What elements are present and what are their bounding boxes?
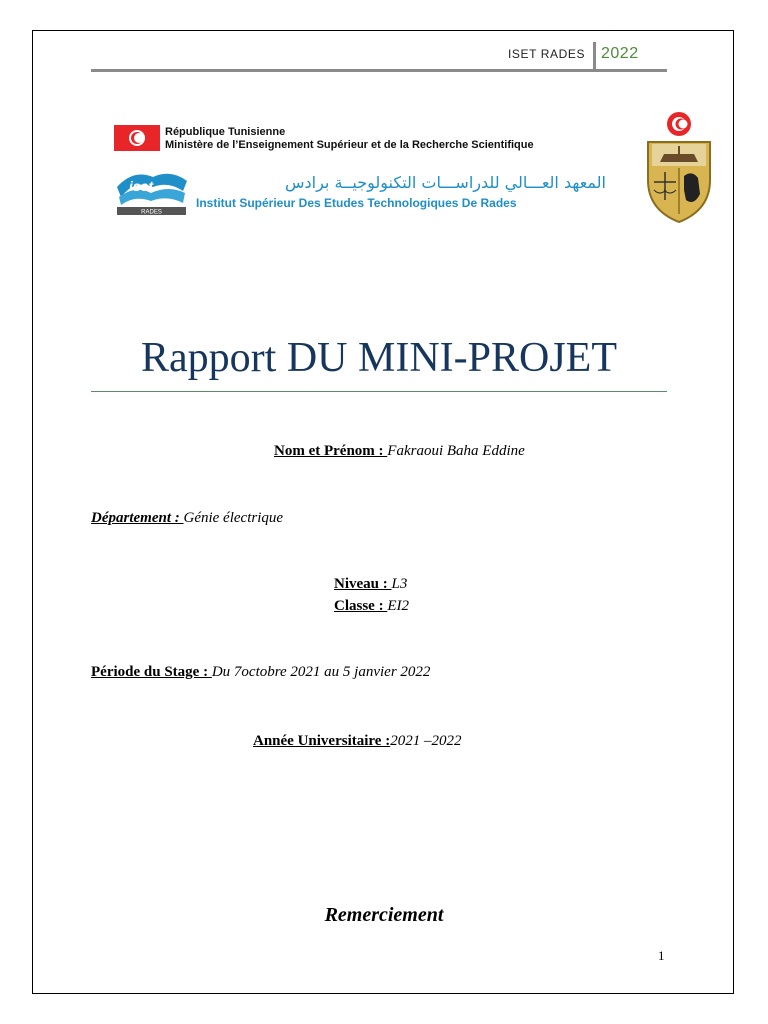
field-niveau xyxy=(334,576,407,593)
niveau-value: L3 xyxy=(391,576,408,592)
field-nom xyxy=(274,443,525,460)
iset-logo-text: RADES xyxy=(141,209,162,215)
field-annee xyxy=(253,733,461,750)
departement-value: Génie électrique xyxy=(183,510,284,526)
nom-value: Fakraoui Baha Eddine xyxy=(387,443,525,459)
ministry-name: Ministère de l’Enseignement Supérieur et de la Recherche Scientifique xyxy=(165,139,534,151)
tunisia-flag-icon xyxy=(114,125,160,151)
institute-arabic-name: المعهد العـــالي للدراســـات التكنولوجيــة برادس xyxy=(284,173,606,192)
annee-value: 2021 –2022 xyxy=(390,733,462,749)
periode-value: Du 7octobre 2021 au 5 janvier 2022 xyxy=(211,664,431,680)
page-number: 1 xyxy=(658,948,665,963)
periode-label: Période du Stage : xyxy=(91,664,212,680)
field-departement xyxy=(91,510,283,527)
institute-french-name: Institut Supérieur Des Etudes Technologiques De Rades xyxy=(196,196,517,210)
annee-label: Année Universitaire : xyxy=(253,733,391,749)
header-rule xyxy=(91,69,667,72)
title-rule xyxy=(91,391,667,392)
classe-value: EI2 xyxy=(387,598,409,614)
nom-label: Nom et Prénom : xyxy=(274,443,388,459)
svg-text:iset: iset xyxy=(129,178,154,194)
header-divider xyxy=(593,42,596,70)
classe-label: Classe : xyxy=(334,598,388,614)
iset-logo xyxy=(113,167,190,215)
republic-name: République Tunisienne xyxy=(165,126,286,138)
header-year: 2022 xyxy=(601,45,639,62)
niveau-label: Niveau : xyxy=(334,576,392,592)
document-title: Rapport DU MINI-PROJET xyxy=(141,335,617,381)
remerciement-heading: Remerciement xyxy=(324,904,444,926)
header-school-name: ISET RADES xyxy=(508,47,586,61)
coat-of-arms-icon xyxy=(640,110,718,228)
field-periode xyxy=(91,664,430,681)
field-classe xyxy=(334,598,409,615)
departement-label: Département : xyxy=(91,510,184,526)
